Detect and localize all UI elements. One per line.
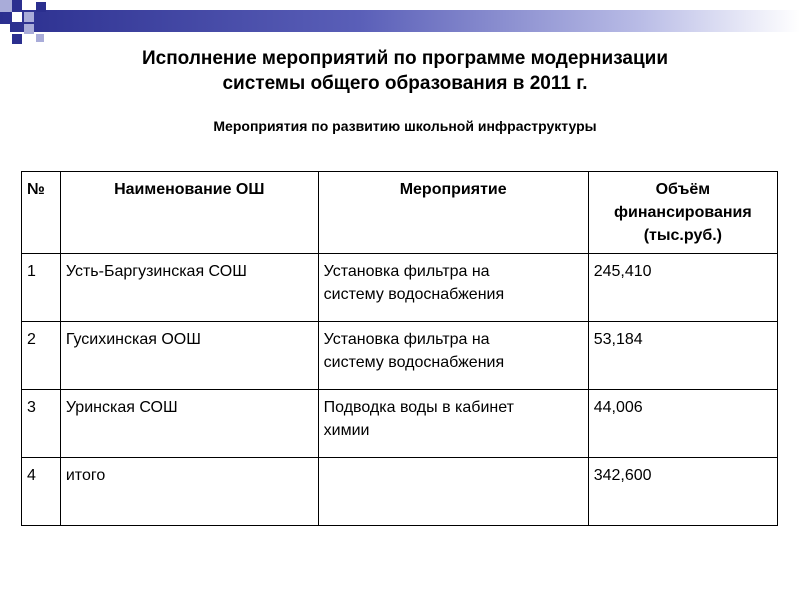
cell-event-line2: систему водоснабжения [323,286,505,303]
table-row [22,390,778,458]
table-row [22,322,778,390]
cell-event [318,390,588,458]
cell-name: Усть-Баргузинская СОШ [60,254,318,322]
header-sum-line3: (тыс.руб.) [643,227,722,244]
cell-event [318,254,588,322]
header-gradient-bar [0,10,800,32]
cell-name: Гусихинская ООШ [60,322,318,390]
cell-name: Уринская СОШ [60,390,318,458]
decor-square [36,34,44,42]
page-title [60,46,750,96]
header-name: Наименование ОШ [60,172,318,254]
cell-num: 3 [22,390,61,458]
cell-event-line1: Установка фильтра на [323,263,490,280]
page-title-line1: Исполнение мероприятий по программе модернизации [141,48,669,69]
header-sum [588,172,777,254]
decor-square [36,2,46,12]
header-sum-line1: Объём [655,181,711,198]
decor-square [12,12,22,22]
cell-name: итого [60,458,318,526]
header-decoration [0,0,800,48]
financing-table [21,171,778,526]
cell-event [318,458,588,526]
cell-sum: 245,410 [588,254,777,322]
cell-event [318,322,588,390]
decor-square [12,34,22,44]
table-header-row [22,172,778,254]
cell-num: 1 [22,254,61,322]
cell-event-line2: систему водоснабжения [323,354,505,371]
cell-sum: 44,006 [588,390,777,458]
decor-square [24,12,34,22]
decor-square [12,0,22,10]
cell-event-line1: Установка фильтра на [323,331,490,348]
page-subtitle: Мероприятия по развитию школьной инфраструктуры [213,118,597,134]
cell-num: 4 [22,458,61,526]
header-event: Мероприятие [318,172,588,254]
decor-square [0,24,10,34]
cell-num: 2 [22,322,61,390]
header-sum-line2: финансирования [614,204,752,221]
cell-sum: 53,184 [588,322,777,390]
page-title-line2: системы общего образования в 2011 г. [222,73,588,94]
header-num: № [22,172,61,254]
cell-event-line2: химии [323,422,370,439]
cell-event-line1: Подводка воды в кабинет [323,399,514,416]
decor-square [0,0,12,12]
cell-sum: 342,600 [588,458,777,526]
decor-square [24,24,34,34]
table-row [22,254,778,322]
decor-square [24,0,34,10]
table-row-total [22,458,778,526]
